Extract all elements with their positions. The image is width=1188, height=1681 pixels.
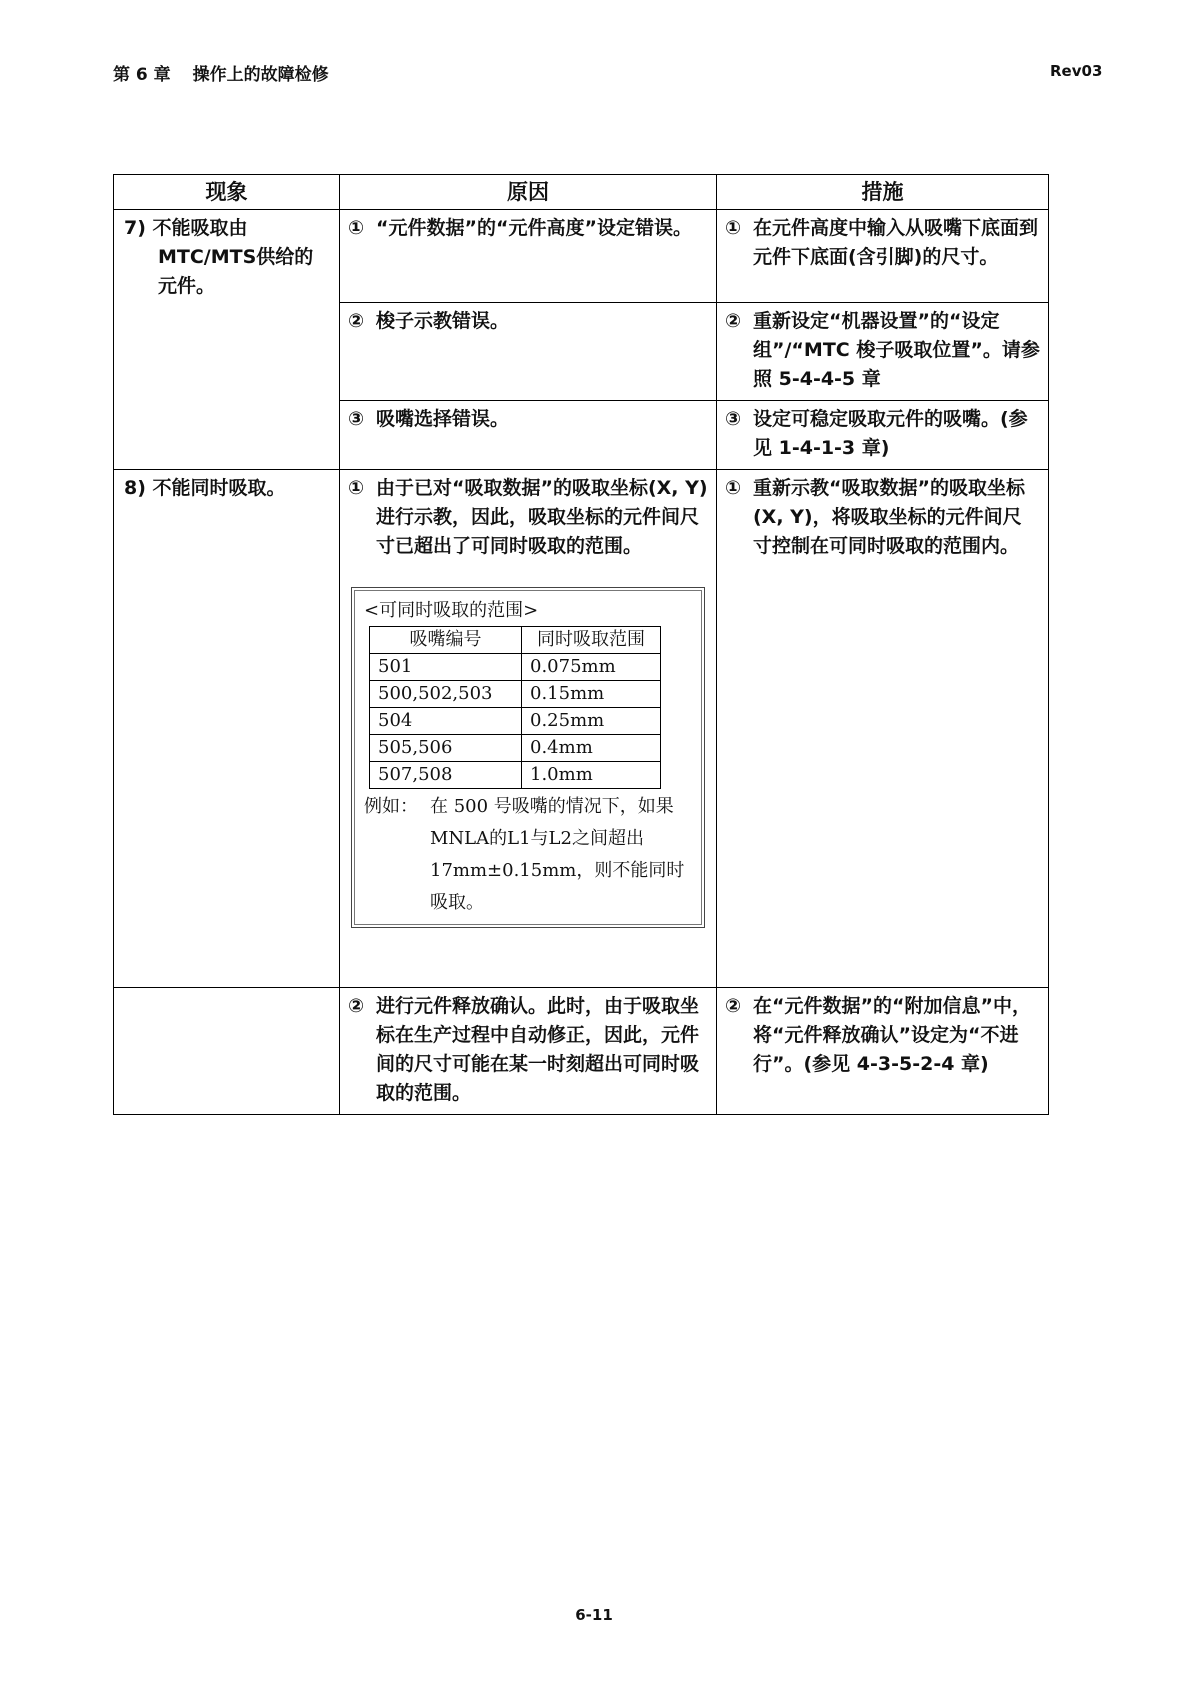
action-number: ① bbox=[725, 477, 742, 499]
action-text: 在“元件数据”的“附加信息”中，将“元件释放确认”设定为“不进行”。(参见 4-3-5-2-4 章) bbox=[753, 995, 1031, 1075]
action-cell bbox=[717, 401, 1049, 470]
example-note bbox=[364, 791, 692, 919]
action-text: 在元件高度中输入从吸嘴下底面到元件下底面(含引脚)的尺寸。 bbox=[753, 217, 1039, 268]
revision-label: Rev03 bbox=[1050, 62, 1103, 80]
table-header-row bbox=[114, 175, 1049, 210]
cause-text: 由于已对“吸取数据”的吸取坐标(X, Y)进行示教，因此，吸取坐标的元件间尺寸已超出了可同时吸取的范围。 bbox=[376, 477, 708, 557]
nozzle-number: 501 bbox=[370, 654, 522, 681]
table-row bbox=[370, 681, 661, 708]
cause-number: ③ bbox=[348, 408, 365, 430]
cause-cell bbox=[340, 988, 717, 1115]
column-header-phenomenon: 现象 bbox=[114, 175, 340, 210]
chapter-number: 第 6 章 bbox=[113, 65, 171, 85]
simultaneous-pickup-range-box bbox=[351, 587, 705, 928]
action-cell bbox=[717, 210, 1049, 303]
action-number: ② bbox=[725, 310, 742, 332]
action-number: ③ bbox=[725, 408, 742, 430]
range-box-title: <可同时吸取的范围> bbox=[364, 600, 539, 621]
nozzle-number-header: 吸嘴编号 bbox=[370, 627, 522, 654]
action-number: ② bbox=[725, 995, 742, 1017]
chapter-header bbox=[113, 60, 329, 85]
cause-number: ② bbox=[348, 310, 365, 332]
example-label: 例如： bbox=[364, 796, 418, 817]
cause-number: ① bbox=[348, 217, 365, 239]
action-text: 重新设定“机器设置”的“设定组”/“MTC 梭子吸取位置”。请参照 5-4-4-5 章 bbox=[753, 310, 1040, 390]
cause-number: ① bbox=[348, 477, 365, 499]
chapter-title: 操作上的故障检修 bbox=[192, 65, 329, 85]
nozzle-range-table bbox=[369, 626, 661, 789]
table-row bbox=[114, 470, 1049, 988]
cause-text: 梭子示教错误。 bbox=[376, 310, 510, 332]
nozzle-number: 500,502,503 bbox=[370, 681, 522, 708]
pickup-range: 0.15mm bbox=[522, 681, 661, 708]
table-row bbox=[370, 708, 661, 735]
cause-cell bbox=[340, 210, 717, 303]
range-header: 同时吸取范围 bbox=[522, 627, 661, 654]
phenomenon-cell-empty bbox=[114, 988, 340, 1115]
page-number: 6-11 bbox=[575, 1606, 613, 1624]
table-row bbox=[370, 654, 661, 681]
cause-cell bbox=[340, 401, 717, 470]
cause-cell bbox=[340, 303, 717, 401]
cause-text: 进行元件释放确认。此时，由于吸取坐标在生产过程中自动修正，因此，元件间的尺寸可能在某一时刻超出可同时吸取的范围。 bbox=[376, 995, 700, 1104]
cause-text: “元件数据”的“元件高度”设定错误。 bbox=[376, 217, 692, 239]
action-number: ① bbox=[725, 217, 742, 239]
table-header-row bbox=[370, 627, 661, 654]
nozzle-number: 505,506 bbox=[370, 735, 522, 762]
action-cell bbox=[717, 988, 1049, 1115]
phenomenon-text: 8) 不能同时吸取。 bbox=[124, 477, 286, 499]
action-text: 设定可稳定吸取元件的吸嘴。(参见 1-4-1-3 章) bbox=[753, 408, 1028, 459]
pickup-range: 0.075mm bbox=[522, 654, 661, 681]
table-row bbox=[114, 988, 1049, 1115]
action-cell bbox=[717, 303, 1049, 401]
example-text: 在 500 号吸嘴的情况下，如果MNLA的L1与L2之间超出17mm±0.15mm，则不能同时吸取。 bbox=[430, 796, 685, 913]
table-row bbox=[114, 210, 1049, 303]
column-header-action: 措施 bbox=[717, 175, 1049, 210]
action-text: 重新示教“吸取数据”的吸取坐标(X, Y)，将吸取坐标的元件间尺寸控制在可同时吸取的范围内。 bbox=[753, 477, 1025, 557]
nozzle-number: 504 bbox=[370, 708, 522, 735]
phenomenon-text: 7) 不能吸取由MTC/MTS供给的元件。 bbox=[124, 217, 314, 297]
table-row bbox=[370, 735, 661, 762]
column-header-cause: 原因 bbox=[340, 175, 717, 210]
phenomenon-cell bbox=[114, 470, 340, 988]
troubleshooting-table bbox=[113, 174, 1049, 1115]
cause-cell bbox=[340, 470, 717, 988]
pickup-range: 0.4mm bbox=[522, 735, 661, 762]
cause-text: 吸嘴选择错误。 bbox=[376, 408, 510, 430]
phenomenon-cell bbox=[114, 210, 340, 470]
pickup-range: 0.25mm bbox=[522, 708, 661, 735]
nozzle-number: 507,508 bbox=[370, 762, 522, 789]
table-row bbox=[370, 762, 661, 789]
pickup-range: 1.0mm bbox=[522, 762, 661, 789]
action-cell bbox=[717, 470, 1049, 988]
cause-number: ② bbox=[348, 995, 365, 1017]
